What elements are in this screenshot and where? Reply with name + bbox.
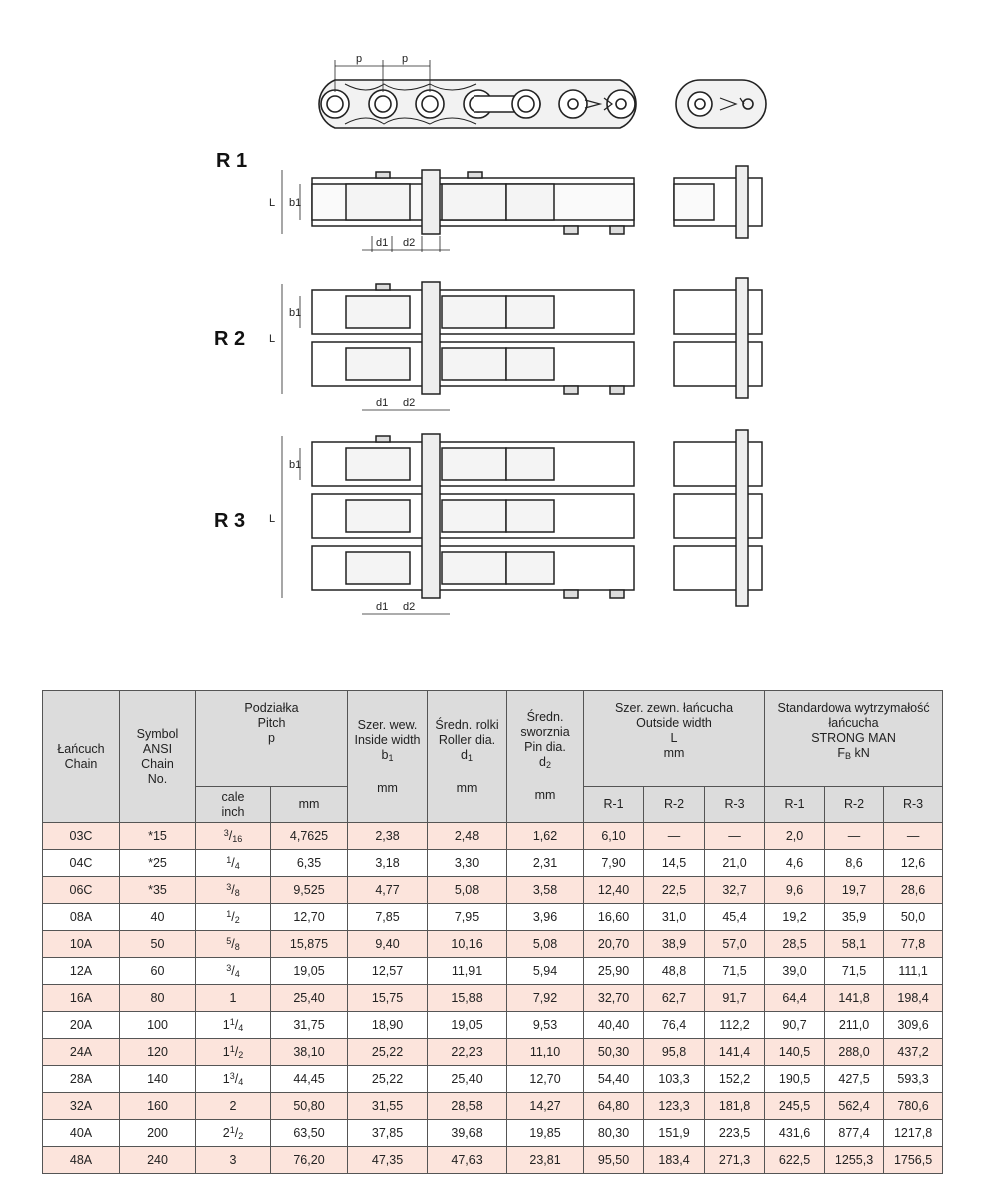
cell-L1: 12,40: [584, 877, 644, 904]
cell-chain: 28A: [43, 1066, 120, 1093]
cell-d1: 39,68: [428, 1120, 507, 1147]
cell-L2: 183,4: [644, 1147, 705, 1174]
header-strength-r3: R-3: [884, 787, 943, 823]
cell-ansi: 240: [120, 1147, 196, 1174]
cell-F3: 1756,5: [884, 1147, 943, 1174]
cell-F1: 431,6: [765, 1120, 825, 1147]
cell-d1: 28,58: [428, 1093, 507, 1120]
cell-mm: 44,45: [271, 1066, 348, 1093]
cell-ansi: 140: [120, 1066, 196, 1093]
cell-L3: 21,0: [705, 850, 765, 877]
cell-d2: 9,53: [507, 1012, 584, 1039]
cell-F3: 28,6: [884, 877, 943, 904]
cell-d1: 25,40: [428, 1066, 507, 1093]
cell-L1: 25,90: [584, 958, 644, 985]
table-body: [43, 823, 943, 1174]
cell-F1: 90,7: [765, 1012, 825, 1039]
cell-chain: 20A: [43, 1012, 120, 1039]
table-row: [43, 1066, 943, 1093]
dim-L-label: L: [269, 513, 276, 525]
cell-L2: 123,3: [644, 1093, 705, 1120]
cell-b1: 15,75: [348, 985, 428, 1012]
header-outside-r2: R-2: [644, 787, 705, 823]
cell-ansi: 200: [120, 1120, 196, 1147]
cell-F3: —: [884, 823, 943, 850]
cell-d2: 23,81: [507, 1147, 584, 1174]
cell-ansi: *15: [120, 823, 196, 850]
cell-d1: 15,88: [428, 985, 507, 1012]
header-strength-r2: R-2: [825, 787, 884, 823]
cell-L3: 271,3: [705, 1147, 765, 1174]
cell-b1: 25,22: [348, 1039, 428, 1066]
chain-side-view: [319, 80, 766, 128]
table-row: [43, 985, 943, 1012]
cell-d1: 47,63: [428, 1147, 507, 1174]
header-outside-r1: R-1: [584, 787, 644, 823]
dim-L-label: L: [269, 333, 276, 345]
cell-ansi: *25: [120, 850, 196, 877]
cell-F3: 593,3: [884, 1066, 943, 1093]
header-strength: Standardowa wytrzymałość łańcucha STRONG MAN $F_B$ kN: [765, 691, 943, 787]
cell-b1: 2,38: [348, 823, 428, 850]
cell-F2: 427,5: [825, 1066, 884, 1093]
cell-inch: $1^3/_4$: [196, 1066, 271, 1093]
cell-chain: 24A: [43, 1039, 120, 1066]
table-row: [43, 1039, 943, 1066]
cell-inch: 2: [196, 1093, 271, 1120]
table-row: [43, 1012, 943, 1039]
cell-chain: 08A: [43, 904, 120, 931]
cell-ansi: 40: [120, 904, 196, 931]
cell-L2: —: [644, 823, 705, 850]
header-inside-width: Szer. wew. Inside width $b_1$ mm: [348, 691, 428, 823]
pitch-label: p: [356, 53, 363, 65]
row-label-r2: R 2: [214, 328, 246, 350]
cell-F2: 71,5: [825, 958, 884, 985]
cell-d2: 3,58: [507, 877, 584, 904]
cell-F1: 9,6: [765, 877, 825, 904]
cell-chain: 06C: [43, 877, 120, 904]
cell-L3: —: [705, 823, 765, 850]
cell-L2: 14,5: [644, 850, 705, 877]
dim-b1-label: b1: [289, 459, 302, 471]
table-row: [43, 850, 943, 877]
cell-chain: 40A: [43, 1120, 120, 1147]
cell-d2: 5,08: [507, 931, 584, 958]
dim-d1-label: d1: [376, 237, 389, 249]
cell-L3: 223,5: [705, 1120, 765, 1147]
cell-d1: 10,16: [428, 931, 507, 958]
header-outside-width: Szer. zewn. łańcucha Outside width L mm: [584, 691, 765, 787]
header-pitch-mm: mm: [271, 787, 348, 823]
cell-inch: 1: [196, 985, 271, 1012]
header-roller-dia: Średn. rolki Roller dia. $d_1$ mm: [428, 691, 507, 823]
cell-mm: 38,10: [271, 1039, 348, 1066]
cell-L1: 20,70: [584, 931, 644, 958]
dim-b1-label: b1: [289, 307, 302, 319]
cell-L3: 181,8: [705, 1093, 765, 1120]
cell-d2: 19,85: [507, 1120, 584, 1147]
cell-L2: 22,5: [644, 877, 705, 904]
cell-inch: $^3/_4$: [196, 958, 271, 985]
cell-F1: 622,5: [765, 1147, 825, 1174]
cell-inch: $1^1/_4$: [196, 1012, 271, 1039]
dim-d2-label: d2: [403, 601, 416, 613]
cell-mm: 76,20: [271, 1147, 348, 1174]
cell-L1: 16,60: [584, 904, 644, 931]
cell-F1: 28,5: [765, 931, 825, 958]
cell-ansi: 50: [120, 931, 196, 958]
cell-chain: 16A: [43, 985, 120, 1012]
cell-d2: 5,94: [507, 958, 584, 985]
cell-F1: 245,5: [765, 1093, 825, 1120]
cell-b1: 12,57: [348, 958, 428, 985]
cell-d2: 7,92: [507, 985, 584, 1012]
cell-d2: 11,10: [507, 1039, 584, 1066]
cell-d2: 1,62: [507, 823, 584, 850]
cell-inch: $^3/_8$: [196, 877, 271, 904]
cell-L1: 40,40: [584, 1012, 644, 1039]
cell-b1: 4,77: [348, 877, 428, 904]
cell-mm: 63,50: [271, 1120, 348, 1147]
cell-L2: 76,4: [644, 1012, 705, 1039]
cell-inch: $2^1/_2$: [196, 1120, 271, 1147]
cell-F2: 562,4: [825, 1093, 884, 1120]
cell-L3: 91,7: [705, 985, 765, 1012]
header-pitch-inch: cale inch: [196, 787, 271, 823]
cell-L2: 48,8: [644, 958, 705, 985]
table-row: [43, 931, 943, 958]
cell-d1: 19,05: [428, 1012, 507, 1039]
cell-L1: 32,70: [584, 985, 644, 1012]
header-strength-r1: R-1: [765, 787, 825, 823]
cell-L3: 71,5: [705, 958, 765, 985]
cell-F3: 198,4: [884, 985, 943, 1012]
cell-L2: 38,9: [644, 931, 705, 958]
cell-mm: 6,35: [271, 850, 348, 877]
cell-L3: 112,2: [705, 1012, 765, 1039]
cell-L3: 152,2: [705, 1066, 765, 1093]
row-label-r3: R 3: [214, 510, 246, 532]
cell-L3: 32,7: [705, 877, 765, 904]
chain-spec-table: [42, 690, 943, 1174]
dim-L-label: L: [269, 197, 276, 209]
cell-ansi: *35: [120, 877, 196, 904]
cell-d2: 12,70: [507, 1066, 584, 1093]
cell-L2: 151,9: [644, 1120, 705, 1147]
table-row: [43, 904, 943, 931]
table-row: [43, 823, 943, 850]
cell-b1: 7,85: [348, 904, 428, 931]
cell-F1: 140,5: [765, 1039, 825, 1066]
cell-F2: 211,0: [825, 1012, 884, 1039]
cell-F1: 39,0: [765, 958, 825, 985]
cell-chain: 10A: [43, 931, 120, 958]
cell-ansi: 100: [120, 1012, 196, 1039]
cell-L3: 141,4: [705, 1039, 765, 1066]
chain-r3-top-view: [312, 430, 762, 606]
dim-d2-label: d2: [403, 397, 416, 409]
cell-ansi: 160: [120, 1093, 196, 1120]
table-row: [43, 1120, 943, 1147]
cell-inch: $^1/_2$: [196, 904, 271, 931]
header-outside-r3: R-3: [705, 787, 765, 823]
cell-F1: 19,2: [765, 904, 825, 931]
header-symbol: Symbol ANSI Chain No.: [120, 691, 196, 823]
cell-chain: 48A: [43, 1147, 120, 1174]
cell-d2: 3,96: [507, 904, 584, 931]
cell-b1: 3,18: [348, 850, 428, 877]
cell-F3: 437,2: [884, 1039, 943, 1066]
cell-mm: 12,70: [271, 904, 348, 931]
cell-mm: 19,05: [271, 958, 348, 985]
cell-F3: 780,6: [884, 1093, 943, 1120]
cell-chain: 04C: [43, 850, 120, 877]
cell-mm: 50,80: [271, 1093, 348, 1120]
cell-d1: 7,95: [428, 904, 507, 931]
cell-F3: 50,0: [884, 904, 943, 931]
chain-spec-table-wrapper: [42, 690, 942, 1174]
header-pin-dia: Średn. sworznia Pin dia. $d_2$ mm: [507, 691, 584, 823]
cell-F2: 1255,3: [825, 1147, 884, 1174]
cell-inch: $1^1/_2$: [196, 1039, 271, 1066]
cell-mm: 9,525: [271, 877, 348, 904]
cell-mm: 4,7625: [271, 823, 348, 850]
row-label-r1: R 1: [216, 150, 248, 172]
cell-F2: 141,8: [825, 985, 884, 1012]
cell-inch: $^3/_{16}$: [196, 823, 271, 850]
cell-L3: 57,0: [705, 931, 765, 958]
cell-F1: 190,5: [765, 1066, 825, 1093]
cell-d1: 2,48: [428, 823, 507, 850]
cell-F2: —: [825, 823, 884, 850]
table-row: [43, 1093, 943, 1120]
cell-L1: 64,80: [584, 1093, 644, 1120]
cell-F2: 288,0: [825, 1039, 884, 1066]
cell-b1: 25,22: [348, 1066, 428, 1093]
table-row: [43, 1147, 943, 1174]
cell-chain: 32A: [43, 1093, 120, 1120]
table-row: [43, 877, 943, 904]
cell-ansi: 80: [120, 985, 196, 1012]
cell-mm: 31,75: [271, 1012, 348, 1039]
cell-inch: 3: [196, 1147, 271, 1174]
header-pitch: Podziałka Pitch p: [196, 691, 348, 787]
cell-L1: 80,30: [584, 1120, 644, 1147]
cell-chain: 12A: [43, 958, 120, 985]
cell-L1: 6,10: [584, 823, 644, 850]
cell-ansi: 60: [120, 958, 196, 985]
cell-F3: 77,8: [884, 931, 943, 958]
cell-d2: 14,27: [507, 1093, 584, 1120]
cell-inch: $^1/_4$: [196, 850, 271, 877]
cell-F2: 19,7: [825, 877, 884, 904]
cell-F3: 1217,8: [884, 1120, 943, 1147]
chain-r1-top-view: [312, 166, 762, 238]
cell-L2: 103,3: [644, 1066, 705, 1093]
dim-d1-label: d1: [376, 397, 389, 409]
cell-L3: 45,4: [705, 904, 765, 931]
cell-L1: 54,40: [584, 1066, 644, 1093]
cell-L2: 31,0: [644, 904, 705, 931]
cell-F3: 111,1: [884, 958, 943, 985]
cell-ansi: 120: [120, 1039, 196, 1066]
cell-F3: 12,6: [884, 850, 943, 877]
cell-F2: 8,6: [825, 850, 884, 877]
cell-d2: 2,31: [507, 850, 584, 877]
cell-d1: 11,91: [428, 958, 507, 985]
table-row: [43, 958, 943, 985]
cell-b1: 9,40: [348, 931, 428, 958]
cell-F2: 35,9: [825, 904, 884, 931]
cell-b1: 47,35: [348, 1147, 428, 1174]
cell-F2: 877,4: [825, 1120, 884, 1147]
cell-d1: 22,23: [428, 1039, 507, 1066]
cell-L1: 95,50: [584, 1147, 644, 1174]
cell-F2: 58,1: [825, 931, 884, 958]
dim-d1-label: d1: [376, 601, 389, 613]
cell-F1: 2,0: [765, 823, 825, 850]
cell-F1: 64,4: [765, 985, 825, 1012]
cell-L2: 95,8: [644, 1039, 705, 1066]
cell-mm: 25,40: [271, 985, 348, 1012]
cell-L1: 7,90: [584, 850, 644, 877]
cell-d1: 5,08: [428, 877, 507, 904]
cell-d1: 3,30: [428, 850, 507, 877]
cell-L2: 62,7: [644, 985, 705, 1012]
cell-mm: 15,875: [271, 931, 348, 958]
cell-L1: 50,30: [584, 1039, 644, 1066]
dim-d2-label: d2: [403, 237, 416, 249]
header-chain: Łańcuch Chain: [43, 691, 120, 823]
cell-b1: 18,90: [348, 1012, 428, 1039]
cell-F3: 309,6: [884, 1012, 943, 1039]
cell-b1: 37,85: [348, 1120, 428, 1147]
cell-chain: 03C: [43, 823, 120, 850]
chain-r2-top-view: [312, 278, 762, 398]
cell-b1: 31,55: [348, 1093, 428, 1120]
cell-inch: $^5/_8$: [196, 931, 271, 958]
dim-b1-label: b1: [289, 197, 302, 209]
pitch-label: p: [402, 53, 409, 65]
cell-F1: 4,6: [765, 850, 825, 877]
